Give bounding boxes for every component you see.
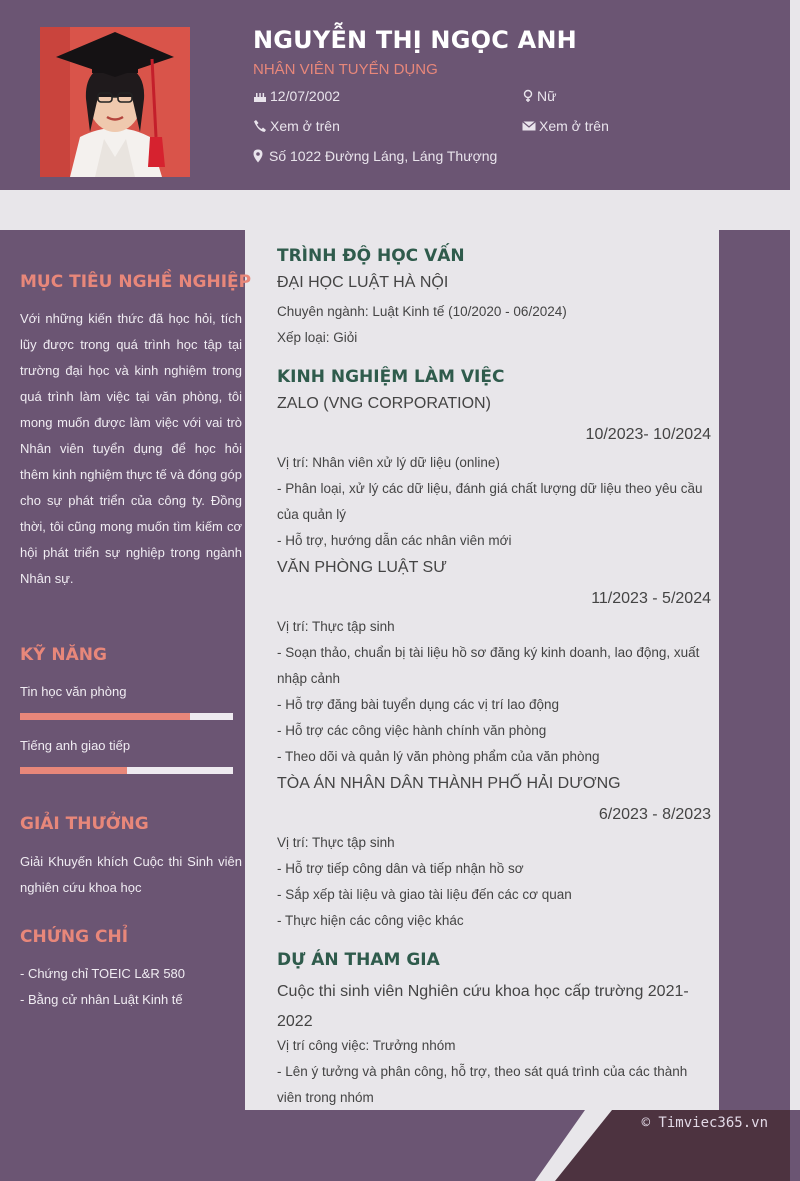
job-line: - Soạn thảo, chuẩn bị tài liệu hồ sơ đăng ký kinh doanh, lao động, xuất nhập cảnh [277,645,700,686]
right-accent-strip [719,230,790,1110]
job-line: - Hỗ trợ tiếp công dân và tiếp nhận hồ sơ [277,861,524,876]
projects-heading: DỰ ÁN THAM GIA [277,950,440,970]
project-line: - Lên ý tưởng và phân công, hỗ trợ, theo sát quá trình của các thành viên trong nhóm [277,1064,688,1105]
objective-text: Với những kiến thức đã học hỏi, tích lũy được trong quá trình học tập tại trường đại học và kinh nghiệm trong quá trình làm việc tại văn phòng, tôi mong muốn được làm việc với vai trò Nhân viên tuyển dụng để học hỏi thêm kinh nghiệm thực tế và đóng góp cho sự phát triển của công ty. Đồng thời, tôi cũng mong muốn tìm kiếm cơ hội phát triển sự nghiệp trong ngành Nhân sự. [20,311,242,586]
job-company-2: VĂN PHÒNG LUẬT SƯ [277,559,447,576]
profile-photo [40,27,190,177]
skill-name-2: Tiếng anh giao tiếp [20,738,131,753]
job-period-3: 6/2023 - 8/2023 [598,806,711,823]
birthday-value: 12/07/2002 [270,88,341,104]
female-icon [522,89,534,103]
job-company-3: TÒA ÁN NHÂN DÂN THÀNH PHỐ HẢI DƯƠNG [277,775,621,792]
project-line: Vị trí công việc: Trưởng nhóm [277,1038,456,1053]
job-period-1: 10/2023- 10/2024 [585,426,711,443]
phone-row [253,118,340,134]
job-company-1: ZALO (VNG CORPORATION) [277,395,491,412]
cake-icon [253,89,267,103]
address-value: Số 1022 Đường Láng, Láng Thượng [269,148,498,164]
job-line: - Thực hiện các công việc khác [277,913,464,928]
job-line: - Sắp xếp tài liệu và giao tài liệu đến các cơ quan [277,887,572,902]
job-line: Vị trí: Thực tập sinh [277,619,395,634]
envelope-icon [522,120,536,132]
map-pin-icon [253,149,263,163]
gender-value: Nữ [537,88,557,104]
job-line: - Theo dõi và quản lý văn phòng phẩm của văn phòng [277,749,600,764]
skills-heading: KỸ NĂNG [20,645,107,665]
awards-text: Giải Khuyến khích Cuộc thi Sinh viên nghiên cứu khoa học [20,854,242,895]
education-heading: TRÌNH ĐỘ HỌC VẤN [277,246,465,266]
skill-bar-fill-1 [20,713,190,720]
certs-heading: CHỨNG CHỈ [20,927,129,947]
cert-item-1: - Chứng chỉ TOEIC L&R 580 [20,966,186,981]
email-value: Xem ở trên [539,118,609,134]
skill-bar-1 [20,713,233,720]
school-name: ĐẠI HỌC LUẬT HÀ NỘI [277,274,449,291]
awards-heading: GIẢI THƯỞNG [20,814,149,834]
cert-item-2: - Bằng cử nhân Luật Kinh tế [20,992,183,1007]
education-grade: Xếp loại: Giỏi [277,330,358,345]
job-line: - Phân loại, xử lý các dữ liệu, đánh giá chất lượng dữ liệu theo yêu cầu của quản lý [277,481,703,522]
email-row [522,118,609,134]
job-line: Vị trí: Nhân viên xử lý dữ liệu (online) [277,455,500,470]
job-line: Vị trí: Thực tập sinh [277,835,395,850]
candidate-name: NGUYỄN THỊ NGỌC ANH [253,26,577,54]
gender-row [522,88,556,104]
birthday-row [253,88,340,104]
objective-heading: MỤC TIÊU NGHỀ NGHIỆP [20,272,252,292]
header-divider-band [0,190,790,230]
job-line: - Hỗ trợ đăng bài tuyển dụng các vị trí lao động [277,697,560,712]
job-line: - Hỗ trợ, hướng dẫn các nhân viên mới [277,533,512,548]
skill-name-1: Tin học văn phòng [20,684,127,699]
skill-bar-2 [20,767,233,774]
project-name: Cuộc thi sinh viên Nghiên cứu khoa học cấp trường 2021-2022 [277,983,689,1030]
education-major: Chuyên ngành: Luật Kinh tế (10/2020 - 06/2024) [277,304,567,319]
address-row [253,148,497,164]
watermark: © Timviec365.vn [641,1115,768,1131]
job-period-2: 11/2023 - 5/2024 [591,590,711,607]
job-title: NHÂN VIÊN TUYỂN DỤNG [253,61,438,78]
skill-bar-fill-2 [20,767,127,774]
phone-value: Xem ở trên [270,118,340,134]
phone-icon [253,119,267,133]
job-line: - Hỗ trợ các công việc hành chính văn phòng [277,723,547,738]
experience-heading: KINH NGHIỆM LÀM VIỆC [277,367,505,387]
cv-header [0,0,790,190]
